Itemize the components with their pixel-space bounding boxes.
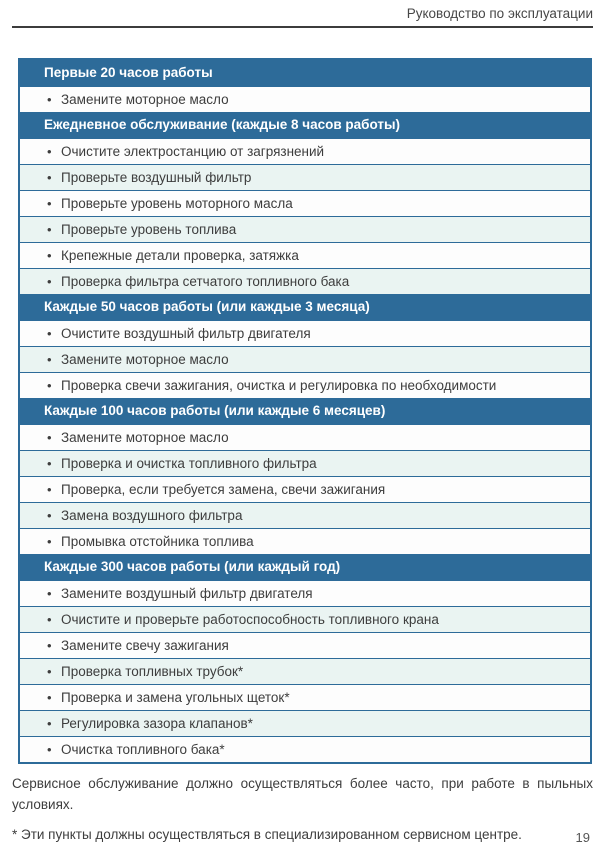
bullet-icon: • bbox=[47, 325, 52, 341]
page-number: 19 bbox=[575, 830, 590, 845]
bullet-icon: • bbox=[47, 429, 52, 445]
task-label: Замените моторное масло bbox=[61, 351, 229, 367]
bullet-icon: • bbox=[47, 715, 52, 731]
task-row bbox=[20, 528, 590, 554]
bullet-icon: • bbox=[47, 143, 52, 159]
task-label: Проверка свечи зажигания, очистка и регулировка по необходимости bbox=[61, 377, 497, 393]
section-header: Первые 20 часов работы bbox=[20, 60, 590, 86]
section-header: Каждые 300 часов работы (или каждый год) bbox=[20, 554, 590, 580]
task-row bbox=[20, 268, 590, 294]
task-label: Проверка топливных трубок* bbox=[61, 663, 244, 679]
task-row bbox=[20, 736, 590, 762]
bullet-icon: • bbox=[47, 663, 52, 679]
task-label: Очистите воздушный фильтр двигателя bbox=[61, 325, 311, 341]
task-row bbox=[20, 476, 590, 502]
bullet-icon: • bbox=[47, 533, 52, 549]
bullet-icon: • bbox=[47, 273, 52, 289]
task-row bbox=[20, 684, 590, 710]
task-row bbox=[20, 190, 590, 216]
task-label: Проверка и замена угольных щеток* bbox=[61, 689, 290, 705]
page-header-title: Руководство по эксплуатации bbox=[406, 6, 593, 21]
section-header: Каждые 50 часов работы (или каждые 3 месяца) bbox=[20, 294, 590, 320]
bullet-icon: • bbox=[47, 507, 52, 523]
service-frequency-note: Сервисное обслуживание должно осуществляться более часто, при работе в пыльных условиях. bbox=[12, 776, 593, 812]
task-label: Очистка топливного бака* bbox=[61, 741, 225, 757]
task-row bbox=[20, 658, 590, 684]
task-row bbox=[20, 372, 590, 398]
task-label: Очистите электростанцию от загрязнений bbox=[61, 143, 325, 159]
bullet-icon: • bbox=[47, 611, 52, 627]
task-label: Замените воздушный фильтр двигателя bbox=[61, 585, 313, 601]
bullet-icon: • bbox=[47, 637, 52, 653]
task-label: Проверьте уровень моторного масла bbox=[61, 195, 293, 211]
task-label: Проверьте уровень топлива bbox=[61, 221, 237, 237]
bullet-icon: • bbox=[47, 91, 52, 107]
task-row bbox=[20, 164, 590, 190]
task-row bbox=[20, 86, 590, 112]
bullet-icon: • bbox=[47, 221, 52, 237]
asterisk-footnote: * Эти пункты должны осуществляться в специализированном сервисном центре. bbox=[12, 827, 522, 842]
task-label: Проверка фильтра сетчатого топливного бака bbox=[61, 273, 350, 289]
task-label: Проверка, если требуется замена, свечи зажигания bbox=[61, 481, 386, 497]
task-row bbox=[20, 502, 590, 528]
bullet-icon: • bbox=[47, 455, 52, 471]
section-header: Каждые 100 часов работы (или каждые 6 месяцев) bbox=[20, 398, 590, 424]
task-row bbox=[20, 320, 590, 346]
task-label: Замените моторное масло bbox=[61, 429, 229, 445]
bullet-icon: • bbox=[47, 585, 52, 601]
task-label: Проверьте воздушный фильтр bbox=[61, 169, 252, 185]
page-header bbox=[12, 6, 593, 28]
task-row bbox=[20, 138, 590, 164]
task-label: Замените моторное масло bbox=[61, 91, 229, 107]
task-label: Очистите и проверьте работоспособность топливного крана bbox=[61, 611, 439, 627]
bullet-icon: • bbox=[47, 247, 52, 263]
bullet-icon: • bbox=[47, 351, 52, 367]
task-row bbox=[20, 242, 590, 268]
bullet-icon: • bbox=[47, 377, 52, 393]
bullet-icon: • bbox=[47, 195, 52, 211]
task-row bbox=[20, 580, 590, 606]
task-row bbox=[20, 450, 590, 476]
bullet-icon: • bbox=[47, 169, 52, 185]
bullet-icon: • bbox=[47, 741, 52, 757]
task-label: Промывка отстойника топлива bbox=[61, 533, 254, 549]
task-label: Крепежные детали проверка, затяжка bbox=[61, 247, 299, 263]
task-row bbox=[20, 710, 590, 736]
task-row bbox=[20, 346, 590, 372]
maintenance-schedule-table bbox=[18, 58, 592, 764]
bullet-icon: • bbox=[47, 689, 52, 705]
task-row bbox=[20, 606, 590, 632]
bullet-icon: • bbox=[47, 481, 52, 497]
section-header: Ежедневное обслуживание (каждые 8 часов работы) bbox=[20, 112, 590, 138]
task-label: Регулировка зазора клапанов* bbox=[61, 715, 253, 731]
task-row bbox=[20, 632, 590, 658]
task-row bbox=[20, 424, 590, 450]
task-label: Проверка и очистка топливного фильтра bbox=[61, 455, 317, 471]
task-label: Замена воздушного фильтра bbox=[61, 507, 243, 523]
task-row bbox=[20, 216, 590, 242]
task-label: Замените свечу зажигания bbox=[61, 637, 229, 653]
